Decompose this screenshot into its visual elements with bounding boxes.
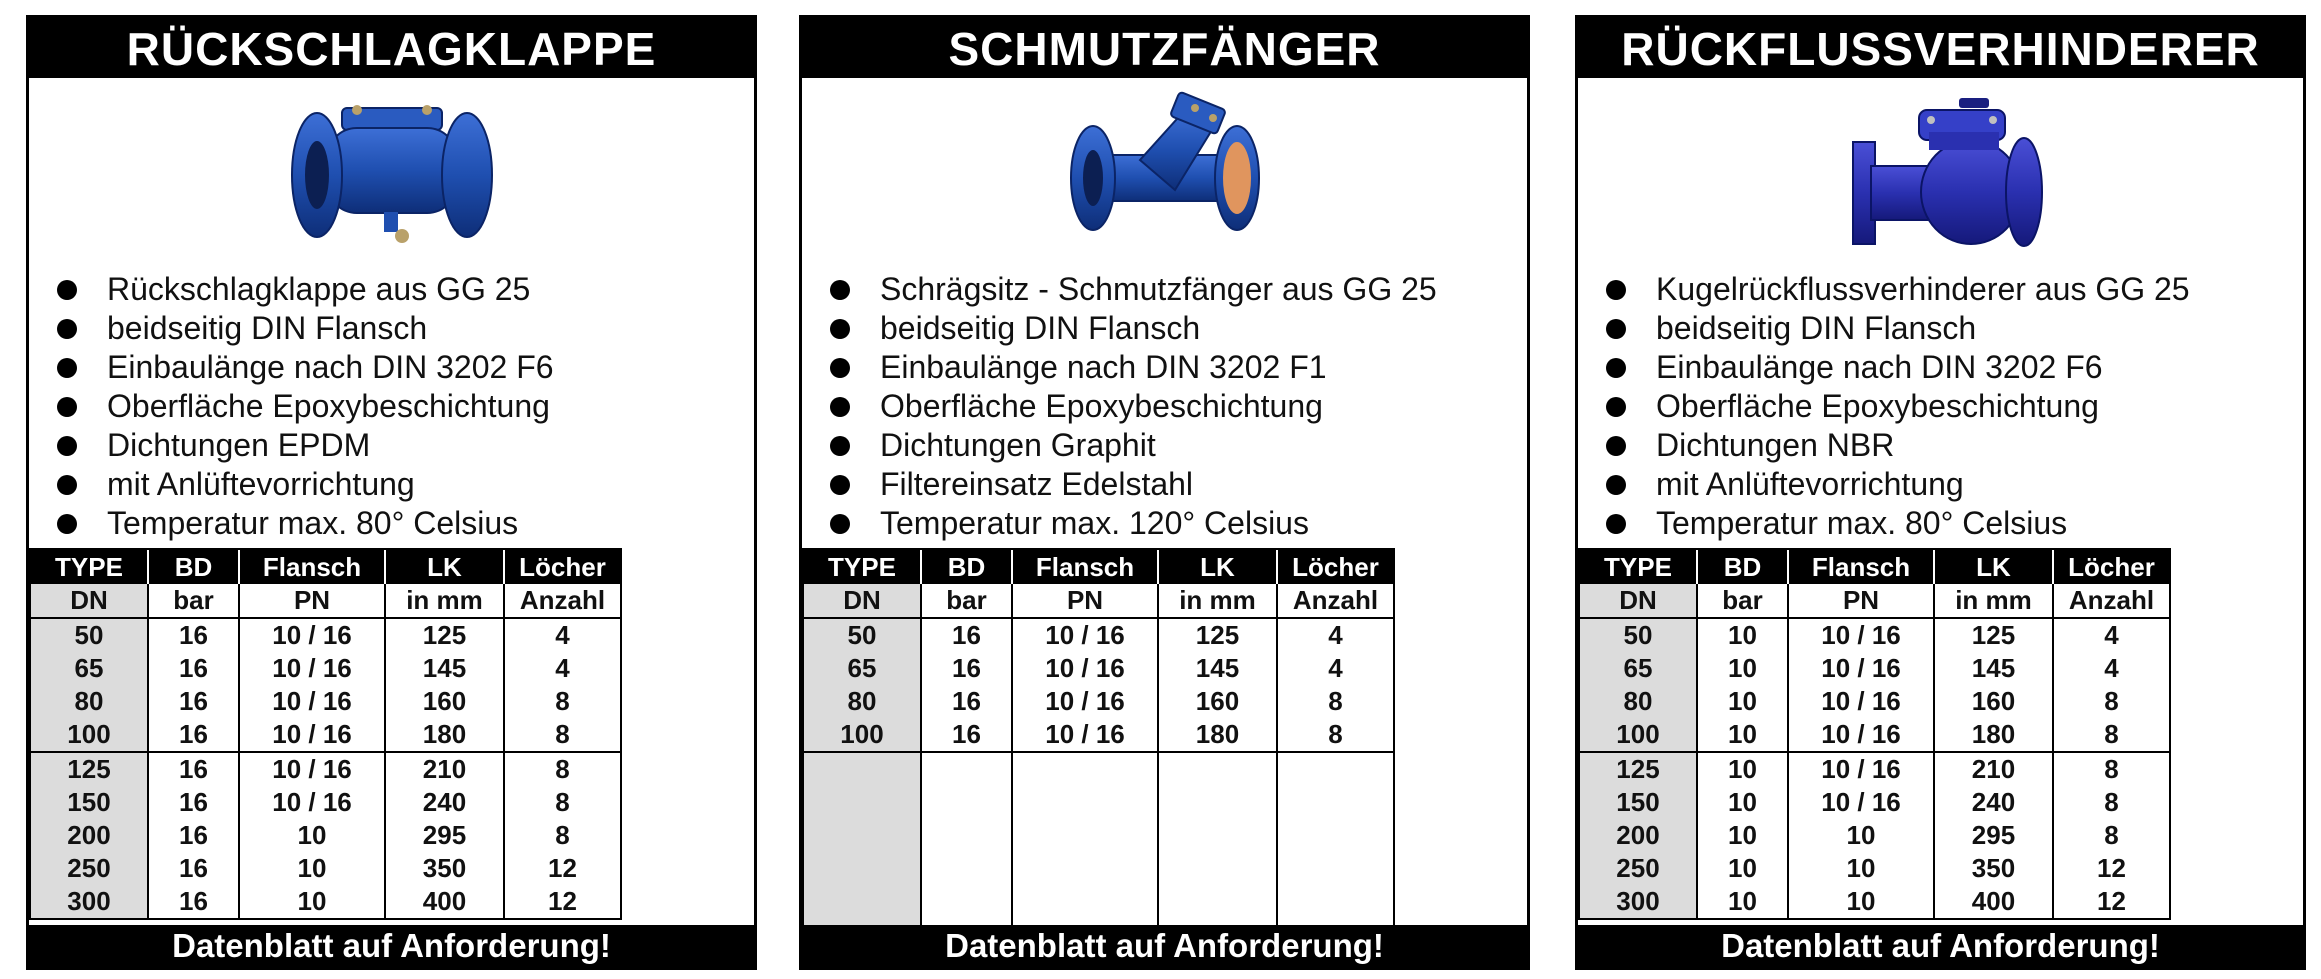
feature-item: Schrägsitz - Schmutzfänger aus GG 25 [824, 270, 1437, 309]
y-strainer-icon [1045, 80, 1285, 270]
feature-item: mit Anlüftevorrichtung [1600, 465, 2190, 504]
table-row [31, 786, 620, 819]
lk-cell: 295 [1934, 819, 2053, 852]
feature-item: Dichtungen Graphit [824, 426, 1437, 465]
unit-label: Anzahl [2053, 584, 2169, 618]
table-row [31, 718, 620, 752]
column-header: LK [1158, 550, 1277, 584]
bullet-icon [57, 358, 77, 378]
unit-label: DN [1580, 584, 1697, 618]
holes-cell: 8 [2053, 752, 2169, 786]
unit-label: in mm [385, 584, 504, 618]
table-row [1580, 885, 2169, 918]
dn-cell: 50 [804, 618, 921, 652]
feature-item: Dichtungen EPDM [51, 426, 554, 465]
column-header: TYPE [1580, 550, 1697, 584]
pn-cell: 10 / 16 [239, 752, 385, 786]
dn-cell: 200 [1580, 819, 1697, 852]
holes-cell: 8 [2053, 718, 2169, 752]
dn-cell: 150 [1580, 786, 1697, 819]
pn-cell: 10 / 16 [1012, 618, 1158, 652]
valve-image [29, 80, 754, 270]
dn-cell: 100 [31, 718, 148, 752]
lk-cell: 400 [385, 885, 504, 918]
lk-cell: 350 [1934, 852, 2053, 885]
dn-cell: 65 [804, 652, 921, 685]
table-row [1580, 685, 2169, 718]
dn-cell: 200 [31, 819, 148, 852]
unit-label: DN [31, 584, 148, 618]
panel-title: SCHMUTZFÄNGER [802, 18, 1527, 78]
dn-cell: 50 [31, 618, 148, 652]
lk-cell: 295 [385, 819, 504, 852]
feature-item: Oberfläche Epoxybeschichtung [51, 387, 554, 426]
dn-cell: 80 [1580, 685, 1697, 718]
feature-item: beidseitig DIN Flansch [824, 309, 1437, 348]
lk-cell: 125 [385, 618, 504, 652]
holes-cell: 4 [2053, 652, 2169, 685]
table-row [31, 685, 620, 718]
bullet-icon [1606, 358, 1626, 378]
valve-image [1578, 80, 2303, 270]
table-row [1580, 652, 2169, 685]
unit-label: PN [239, 584, 385, 618]
pn-cell: 10 [239, 819, 385, 852]
holes-cell: 4 [504, 652, 620, 685]
table-row [31, 752, 620, 786]
bullet-icon [57, 319, 77, 339]
pn-cell: 10 / 16 [1012, 685, 1158, 718]
pn-cell: 10 / 16 [1012, 718, 1158, 752]
bd-cell: 10 [1697, 718, 1788, 752]
bullet-icon [1606, 280, 1626, 300]
bullet-icon [57, 280, 77, 300]
dn-cell: 50 [1580, 618, 1697, 652]
pn-cell: 10 / 16 [1012, 652, 1158, 685]
bd-cell: 16 [148, 618, 239, 652]
holes-cell: 8 [2053, 786, 2169, 819]
bd-cell: 16 [148, 752, 239, 786]
feature-item: Filtereinsatz Edelstahl [824, 465, 1437, 504]
table-header-row [1580, 550, 2169, 584]
column-header: LK [385, 550, 504, 584]
table-row [31, 852, 620, 885]
bd-cell: 16 [148, 819, 239, 852]
ball-check-valve-icon [1821, 80, 2061, 270]
unit-label: PN [1788, 584, 1934, 618]
bd-cell: 16 [148, 685, 239, 718]
feature-item: Einbaulänge nach DIN 3202 F6 [1600, 348, 2190, 387]
swing-check-valve-icon [272, 80, 512, 270]
table-unit-row [31, 584, 620, 618]
holes-cell: 8 [2053, 819, 2169, 852]
column-header: Löcher [504, 550, 620, 584]
feature-item: mit Anlüftevorrichtung [51, 465, 554, 504]
holes-cell: 8 [504, 685, 620, 718]
bullet-icon [1606, 397, 1626, 417]
bd-cell: 10 [1697, 819, 1788, 852]
dn-cell: 65 [31, 652, 148, 685]
feature-item: Einbaulänge nach DIN 3202 F1 [824, 348, 1437, 387]
column-header: Flansch [1788, 550, 1934, 584]
table-row [804, 685, 1393, 718]
column-header: TYPE [804, 550, 921, 584]
unit-label: PN [1012, 584, 1158, 618]
feature-item: Kugelrückflussverhinderer aus GG 25 [1600, 270, 2190, 309]
lk-cell: 180 [385, 718, 504, 752]
table-row [31, 819, 620, 852]
dn-cell: 125 [1580, 752, 1697, 786]
product-panel-rueckflussverhinderer [1575, 15, 2306, 970]
bullet-icon [57, 514, 77, 534]
holes-cell: 8 [504, 819, 620, 852]
pn-cell: 10 [239, 885, 385, 918]
holes-cell: 12 [504, 852, 620, 885]
table-unit-row [1580, 584, 2169, 618]
pn-cell: 10 / 16 [1788, 685, 1934, 718]
feature-list [1600, 270, 2190, 543]
dn-cell: 80 [804, 685, 921, 718]
table-row [31, 652, 620, 685]
dn-cell: 100 [1580, 718, 1697, 752]
holes-cell: 8 [504, 718, 620, 752]
valve-image [802, 80, 1527, 270]
unit-label: in mm [1158, 584, 1277, 618]
column-header: TYPE [31, 550, 148, 584]
lk-cell: 400 [1934, 885, 2053, 918]
bd-cell: 16 [921, 652, 1012, 685]
bd-cell: 10 [1697, 885, 1788, 918]
bd-cell: 10 [1697, 685, 1788, 718]
pn-cell: 10 / 16 [1788, 718, 1934, 752]
bullet-icon [830, 280, 850, 300]
lk-cell: 160 [1158, 685, 1277, 718]
table-header-row [31, 550, 620, 584]
feature-list [824, 270, 1437, 543]
product-panel-rueckschlagklappe [26, 15, 757, 970]
pn-cell: 10 / 16 [1788, 652, 1934, 685]
table-empty-row [804, 752, 1393, 926]
bd-cell: 10 [1697, 786, 1788, 819]
column-header: Flansch [1012, 550, 1158, 584]
column-header: Flansch [239, 550, 385, 584]
dn-cell: 300 [1580, 885, 1697, 918]
bullet-icon [830, 397, 850, 417]
pn-cell: 10 / 16 [1788, 786, 1934, 819]
bullet-icon [830, 475, 850, 495]
lk-cell: 180 [1934, 718, 2053, 752]
bullet-icon [1606, 319, 1626, 339]
bullet-icon [830, 436, 850, 456]
bullet-icon [57, 436, 77, 456]
lk-cell: 180 [1158, 718, 1277, 752]
holes-cell: 8 [1277, 718, 1393, 752]
dn-cell: 100 [804, 718, 921, 752]
feature-item: Temperatur max. 120° Celsius [824, 504, 1437, 543]
table-row [1580, 819, 2169, 852]
table-header-row [804, 550, 1393, 584]
dn-cell: 150 [31, 786, 148, 819]
bd-cell: 16 [921, 718, 1012, 752]
lk-cell: 160 [385, 685, 504, 718]
bullet-icon [1606, 436, 1626, 456]
lk-cell: 145 [1934, 652, 2053, 685]
column-header: Löcher [2053, 550, 2169, 584]
spec-table [802, 548, 1395, 928]
holes-cell: 8 [2053, 685, 2169, 718]
holes-cell: 4 [1277, 652, 1393, 685]
pn-cell: 10 [1788, 819, 1934, 852]
lk-cell: 350 [385, 852, 504, 885]
lk-cell: 145 [1158, 652, 1277, 685]
bullet-icon [830, 514, 850, 534]
datasheet-note: Datenblatt auf Anforderung! [802, 925, 1527, 967]
panel-title: RÜCKSCHLAGKLAPPE [29, 18, 754, 78]
table-row [1580, 786, 2169, 819]
unit-label: bar [921, 584, 1012, 618]
column-header: Löcher [1277, 550, 1393, 584]
table-row [1580, 718, 2169, 752]
datasheet-note: Datenblatt auf Anforderung! [1578, 925, 2303, 967]
bullet-icon [830, 358, 850, 378]
bullet-icon [830, 319, 850, 339]
lk-cell: 210 [1934, 752, 2053, 786]
pn-cell: 10 [239, 852, 385, 885]
feature-item: Temperatur max. 80° Celsius [1600, 504, 2190, 543]
pn-cell: 10 / 16 [239, 652, 385, 685]
table-row [1580, 618, 2169, 652]
column-header: BD [921, 550, 1012, 584]
table-row [31, 885, 620, 918]
table-row [804, 618, 1393, 652]
table-row [31, 618, 620, 652]
table-row [1580, 852, 2169, 885]
pn-cell: 10 / 16 [1788, 618, 1934, 652]
holes-cell: 12 [2053, 852, 2169, 885]
bd-cell: 16 [148, 852, 239, 885]
unit-label: in mm [1934, 584, 2053, 618]
product-panel-schmutzfaenger [799, 15, 1530, 970]
bullet-icon [57, 397, 77, 417]
unit-label: Anzahl [1277, 584, 1393, 618]
bullet-icon [1606, 475, 1626, 495]
feature-item: Oberfläche Epoxybeschichtung [824, 387, 1437, 426]
column-header: BD [148, 550, 239, 584]
column-header: BD [1697, 550, 1788, 584]
bd-cell: 16 [148, 652, 239, 685]
bd-cell: 16 [148, 885, 239, 918]
bd-cell: 10 [1697, 652, 1788, 685]
feature-item: beidseitig DIN Flansch [1600, 309, 2190, 348]
unit-label: bar [1697, 584, 1788, 618]
pn-cell: 10 / 16 [239, 718, 385, 752]
dn-cell: 80 [31, 685, 148, 718]
table-row [1580, 752, 2169, 786]
dn-cell: 65 [1580, 652, 1697, 685]
column-header: LK [1934, 550, 2053, 584]
pn-cell: 10 / 16 [239, 685, 385, 718]
feature-item: Oberfläche Epoxybeschichtung [1600, 387, 2190, 426]
bd-cell: 10 [1697, 852, 1788, 885]
unit-label: bar [148, 584, 239, 618]
unit-label: DN [804, 584, 921, 618]
table-row [804, 718, 1393, 752]
holes-cell: 4 [504, 618, 620, 652]
lk-cell: 125 [1934, 618, 2053, 652]
feature-item: beidseitig DIN Flansch [51, 309, 554, 348]
bd-cell: 16 [148, 718, 239, 752]
holes-cell: 4 [1277, 618, 1393, 652]
pn-cell: 10 [1788, 852, 1934, 885]
spec-table [29, 548, 622, 920]
dn-cell: 250 [31, 852, 148, 885]
pn-cell: 10 [1788, 885, 1934, 918]
holes-cell: 8 [1277, 685, 1393, 718]
lk-cell: 210 [385, 752, 504, 786]
feature-item: Dichtungen NBR [1600, 426, 2190, 465]
lk-cell: 240 [385, 786, 504, 819]
feature-item: Rückschlagklappe aus GG 25 [51, 270, 554, 309]
holes-cell: 4 [2053, 618, 2169, 652]
lk-cell: 240 [1934, 786, 2053, 819]
datasheet-note: Datenblatt auf Anforderung! [29, 925, 754, 967]
feature-item: Einbaulänge nach DIN 3202 F6 [51, 348, 554, 387]
unit-label: Anzahl [504, 584, 620, 618]
holes-cell: 8 [504, 752, 620, 786]
holes-cell: 12 [2053, 885, 2169, 918]
bd-cell: 16 [921, 618, 1012, 652]
feature-item: Temperatur max. 80° Celsius [51, 504, 554, 543]
feature-list [51, 270, 554, 543]
table-row [804, 652, 1393, 685]
pn-cell: 10 / 16 [239, 618, 385, 652]
bullet-icon [57, 475, 77, 495]
lk-cell: 125 [1158, 618, 1277, 652]
bullet-icon [1606, 514, 1626, 534]
bd-cell: 10 [1697, 618, 1788, 652]
pn-cell: 10 / 16 [1788, 752, 1934, 786]
spec-table [1578, 548, 2171, 920]
bd-cell: 16 [148, 786, 239, 819]
pn-cell: 10 / 16 [239, 786, 385, 819]
bd-cell: 16 [921, 685, 1012, 718]
lk-cell: 145 [385, 652, 504, 685]
panel-title: RÜCKFLUSSVERHINDERER [1578, 18, 2303, 78]
holes-cell: 12 [504, 885, 620, 918]
bd-cell: 10 [1697, 752, 1788, 786]
dn-cell: 125 [31, 752, 148, 786]
table-unit-row [804, 584, 1393, 618]
holes-cell: 8 [504, 786, 620, 819]
dn-cell: 250 [1580, 852, 1697, 885]
dn-cell: 300 [31, 885, 148, 918]
lk-cell: 160 [1934, 685, 2053, 718]
